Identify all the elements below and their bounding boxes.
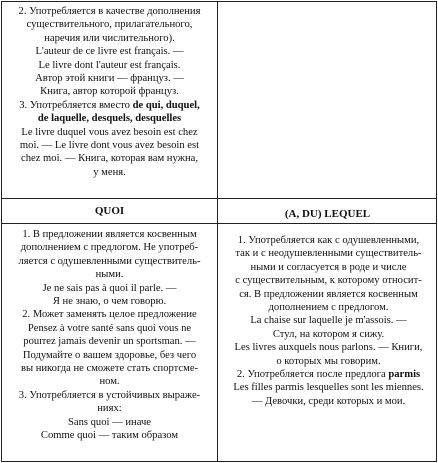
- text-line: L'auteur de ce livre est français. —: [35, 46, 184, 58]
- text-line: Les livres auxquels nous parlons. — Книги,: [234, 342, 423, 354]
- text-line: ся. В предложении является косвенным: [239, 288, 418, 300]
- text-line: существительного, прилагательного,: [26, 19, 193, 31]
- text-line: 3. Употребляется в устойчивых выраже-: [18, 389, 201, 401]
- text-line: — Девочки, среди которых и мои.: [251, 395, 406, 407]
- text-line: так и с неодушевленными существитель-: [235, 248, 422, 260]
- text-line: [224, 368, 433, 381]
- cell-quoi: [2, 224, 217, 462]
- text-line: Книга, автор которой француз.: [40, 86, 179, 98]
- text-line: Стул, на котором я сижу.: [272, 328, 385, 340]
- text-line: Les filles parmis lesquelles sont les miennes.: [233, 382, 424, 394]
- text-line: 1. В предложении является косвенным: [22, 229, 197, 240]
- cell-lequel: [218, 224, 437, 462]
- text-line: дополнением с предлогом. Не употреб-: [20, 242, 199, 254]
- header-quoi-cell: [2, 199, 217, 223]
- text-line: Le livre dont l'auteur est français.: [38, 59, 181, 71]
- cell-empty: [218, 2, 437, 198]
- header-lequel-cell: [218, 199, 437, 223]
- bold-term: de laquelle, desquels, desquelles: [37, 113, 182, 125]
- text-line: [6, 112, 213, 125]
- text-line: Le livre duquel vous avez besoin est chez: [21, 126, 198, 138]
- cell-dont-continued: [2, 2, 217, 198]
- text-line: ными.: [95, 269, 124, 281]
- text-line: moi. — Le livre dont vous avez besoin est: [19, 140, 200, 152]
- bold-term: de qui, duquel,: [132, 99, 200, 111]
- text-line: [6, 99, 213, 112]
- text-line: Я не знаю, о чем говорю.: [52, 296, 167, 308]
- text-line: ном.: [99, 376, 120, 388]
- text-line: Comme quoi — таким образом: [40, 430, 179, 442]
- text-line: ляется с одушевленными существитель-: [18, 255, 201, 267]
- text-line: наречия или числительного).: [44, 32, 175, 44]
- header-lequel: (A, DU) LEQUEL: [284, 208, 371, 220]
- text-line: Je ne sais pas à quoi il parle. —: [42, 282, 177, 294]
- text-line: Pensez à votre santé sans quoi vous ne: [27, 322, 192, 334]
- grammar-table: [1, 1, 437, 462]
- text-line: дополнением с предлогом.: [268, 302, 389, 314]
- header-quoi: QUOI: [94, 205, 125, 217]
- text-fragment: 3. Употребляется вместо: [19, 99, 130, 111]
- text-fragment: 2. Употребляется после предлога: [236, 369, 386, 381]
- text-line: вы никогда не сможете стать спортсме-: [20, 363, 199, 375]
- text-line: у меня.: [93, 166, 126, 178]
- text-line: Sans quoi — иначе: [67, 416, 152, 428]
- text-line: La chaise sur laquelle je m'assois. —: [250, 315, 407, 327]
- text-line: ниях:: [97, 403, 122, 415]
- text-line: Подумайте о вашем здоровье, без чего: [22, 349, 197, 361]
- text-line: 2. Употребляется в качестве дополнения: [18, 6, 201, 17]
- text-line: ными и согласуется в роде и числе: [250, 261, 407, 273]
- text-line: 1. Употребляется как с одушевленными,: [237, 235, 420, 246]
- text-line: Автор этой книги — француз. —: [35, 73, 184, 85]
- text-line: о которых мы говорим.: [276, 355, 381, 367]
- text-line: с существительным, к которому относит-: [235, 275, 422, 287]
- bold-term: parmis: [388, 369, 421, 381]
- text-line: pourrez jamais devenir un sportsman. —: [23, 336, 196, 348]
- text-line: 2. Может заменять целое предложение: [22, 309, 197, 321]
- text-line: chez moi. — Книга, которая вам нужна,: [21, 153, 198, 165]
